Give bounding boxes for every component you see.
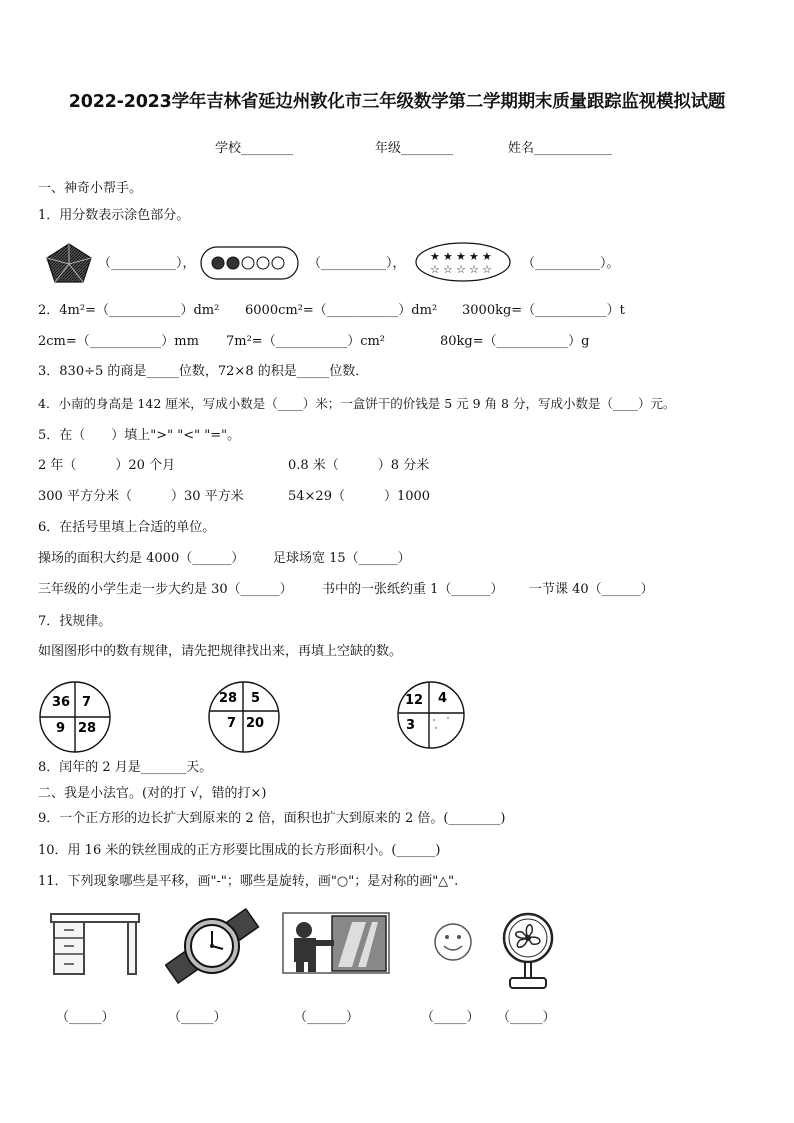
svg-text:☆: ☆ — [456, 263, 466, 276]
circle-3-bl: 3 — [406, 718, 416, 733]
circle-2-tr: 5 — [251, 691, 261, 706]
q11-blank-1: （_____） — [56, 1010, 115, 1025]
q11-blank-3: （______） — [294, 1010, 360, 1025]
q5-stem: 5．在（ ）填上">" "<" "="。 — [38, 428, 241, 443]
watch-icon — [165, 905, 260, 991]
q5-d: 54×29（ ）1000 — [288, 489, 431, 504]
circle-2-br: 20 — [246, 716, 265, 731]
q7-stem: 7．找规律。 — [38, 614, 112, 629]
q2-r2a: 2cm=（___________）mm — [38, 334, 199, 349]
svg-text:☆: ☆ — [430, 263, 440, 276]
q5-c: 300 平方分米（ ）30 平方米 — [38, 489, 244, 504]
pattern-circle-1 — [38, 680, 112, 758]
smiley-icon — [432, 922, 474, 966]
circle-1-tr: 7 — [82, 695, 92, 710]
q11-stem: 11．下列现象哪些是平移，画"-"；哪些是旋转，画"○"；是对称的画"△". — [38, 874, 459, 889]
circle-1-tl: 36 — [52, 695, 71, 710]
q11-blank-4: （_____） — [421, 1010, 480, 1025]
q2-r1a: 2．4m²=（___________）dm² — [38, 303, 220, 318]
q11-blank-2: （_____） — [168, 1010, 227, 1025]
svg-text:☆: ☆ — [443, 263, 453, 276]
q6-a: 操场的面积大约是 4000（______） — [38, 551, 245, 566]
q10: 10．用 16 米的铁丝围成的正方形要比围成的长方形面积小。(______) — [38, 843, 441, 858]
q5-a: 2 年（ ）20 个月 — [38, 458, 176, 473]
school-field: 学校________ — [215, 141, 294, 156]
section-2-heading: 二、我是小法官。(对的打 √，错的打×) — [38, 786, 267, 801]
circle-2-tl: 28 — [219, 691, 238, 706]
grade-field: 年级________ — [375, 141, 454, 156]
fan-icon — [500, 912, 556, 996]
q7-desc: 如图图形中的数有规律，请先把规律找出来，再填上空缺的数。 — [38, 644, 403, 659]
q4: 4．小南的身高是 142 厘米，写成小数是（____）米；一盒饼干的价钱是 5 元 9 角 8 分，写成小数是（____）元。 — [38, 396, 676, 411]
q2-r1b: 6000cm²=（___________）dm² — [245, 303, 438, 318]
q6-b: 足球场宽 15（______） — [273, 551, 411, 566]
q2-r1c: 3000kg=（___________）t — [462, 303, 625, 318]
svg-text:☆: ☆ — [469, 263, 479, 276]
svg-text:☆: ☆ — [482, 263, 492, 276]
stars-figure — [414, 241, 512, 287]
q6-e: 一节课 40（______） — [529, 582, 654, 597]
q6-d: 书中的一张纸约重 1（______） — [322, 582, 504, 597]
q6-stem: 6．在括号里填上合适的单位。 — [38, 520, 216, 535]
desk-icon — [48, 910, 144, 982]
svg-text:★: ★ — [482, 250, 492, 263]
pattern-circle-2 — [207, 680, 281, 758]
q1-blank-1: （__________）， — [98, 256, 196, 271]
circle-3-tl: 12 — [405, 693, 424, 708]
q9: 9．一个正方形的边长扩大到原来的 2 倍，面积也扩大到原来的 2 倍。(________) — [38, 811, 506, 826]
q5-b: 0.8 米（ ）8 分米 — [288, 458, 430, 473]
svg-text:★: ★ — [430, 250, 440, 263]
window-icon — [282, 912, 390, 978]
q1-blank-2: （__________）， — [308, 256, 406, 271]
section-1-heading: 一、神奇小帮手。 — [38, 181, 143, 196]
pattern-circle-3 — [396, 680, 466, 754]
svg-text:★: ★ — [456, 250, 466, 263]
q1-blank-3: （__________）。 — [522, 256, 620, 271]
q2-r2c: 80kg=（___________）g — [440, 334, 590, 349]
q8: 8．闰年的 2 月是_______天。 — [38, 760, 213, 775]
circle-2-bl: 7 — [227, 716, 237, 731]
q1-stem: 1．用分数表示涂色部分。 — [38, 208, 190, 223]
q11-blank-5: （_____） — [497, 1010, 556, 1025]
pentagon-figure — [44, 242, 94, 288]
circle-1-bl: 9 — [56, 721, 66, 736]
q2-r2b: 7m²=（___________）cm² — [226, 334, 386, 349]
q3: 3．830÷5 的商是_____位数，72×8 的积是_____位数． — [38, 364, 369, 379]
page-title: 2022-2023学年吉林省延边州敦化市三年级数学第二学期期末质量跟踪监视模拟试题 — [68, 92, 726, 112]
name-field: 姓名____________ — [508, 141, 613, 156]
circle-1-br: 28 — [78, 721, 97, 736]
circle-3-tr: 4 — [438, 691, 448, 706]
svg-text:★: ★ — [469, 250, 479, 263]
svg-text:★: ★ — [443, 250, 453, 263]
dots-figure — [200, 246, 300, 284]
q6-c: 三年级的小学生走一步大约是 30（______） — [38, 582, 293, 597]
